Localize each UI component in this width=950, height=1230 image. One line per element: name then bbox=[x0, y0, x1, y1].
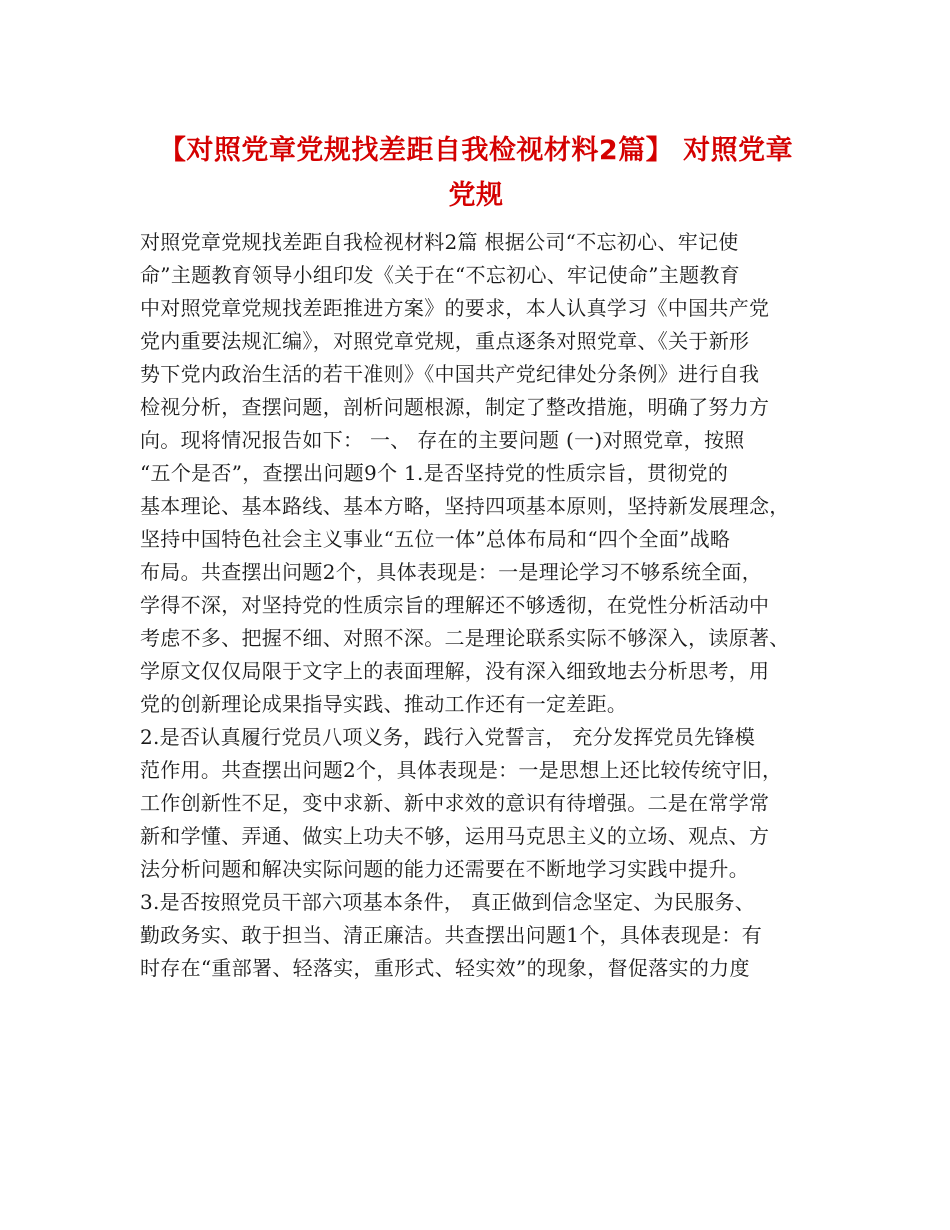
body-line: 中对照党章党规找差距推进方案》的要求，本人认真学习《中国共产党 bbox=[140, 296, 770, 320]
body-line: 学原文仅仅局限于文字上的表面理解，没有深入细致地去分析思考，用 bbox=[140, 659, 770, 683]
body-line: 考虑不多、把握不细、对照不深。二是理论联系实际不够深入，读原著、 bbox=[140, 626, 790, 650]
body-line: 党的创新理论成果指导实践、推动工作还有一定差距。 bbox=[140, 692, 628, 716]
body-line: 勤政务实、敢于担当、清正廉洁。共查摆出问题1个，具体表现是：有 bbox=[140, 923, 763, 947]
body-line: 法分析问题和解决实际问题的能力还需要在不断地学习实践中提升。 bbox=[140, 857, 749, 881]
document-body bbox=[140, 226, 812, 985]
body-line: 向。现将情况报告如下： 一、 存在的主要问题 (一)对照党章，按照 bbox=[140, 428, 745, 452]
body-line: 学得不深，对坚持党的性质宗旨的理解还不够透彻，在党性分析活动中 bbox=[140, 593, 770, 617]
title-line-2: 党规 bbox=[448, 180, 504, 211]
body-line: 坚持中国特色社会主义事业“五位一体”总体布局和“四个全面”战略 bbox=[140, 527, 731, 551]
body-line: 基本理论、基本路线、基本方略，坚持四项基本原则，坚持新发展理念， bbox=[140, 494, 790, 518]
body-line: 新和学懂、弄通、做实上功夫不够，运用马克思主义的立场、观点、方 bbox=[140, 824, 770, 848]
body-line: 命”主题教育领导小组印发《关于在“不忘初心、牢记使命”主题教育 bbox=[140, 263, 740, 287]
body-line: 势下党内政治生活的若干准则》《中国共产党纪律处分条例》进行自我 bbox=[140, 362, 760, 386]
body-line: “五个是否”，查摆出问题9个 1.是否坚持党的性质宗旨，贯彻党的 bbox=[140, 461, 729, 485]
body-line: 2.是否认真履行党员八项义务，践行入党誓言， 充分发挥党员先锋模 bbox=[140, 725, 756, 749]
body-line: 对照党章党规找差距自我检视材料2篇 根据公司“不忘初心、牢记使 bbox=[140, 230, 739, 254]
body-line: 3.是否按照党员干部六项基本条件， 真正做到信念坚定、为民服务、 bbox=[140, 890, 756, 914]
body-line: 范作用。共查摆出问题2个，具体表现是：一是思想上还比较传统守旧， bbox=[140, 758, 783, 782]
body-line: 时存在“重部署、轻落实，重形式、轻实效”的现象，督促落实的力度 bbox=[140, 956, 750, 980]
body-line: 工作创新性不足，变中求新、新中求效的意识有待增强。二是在常学常 bbox=[140, 791, 770, 815]
body-line: 检视分析，查摆问题，剖析问题根源，制定了整改措施，明确了努力方 bbox=[140, 395, 770, 419]
document-title bbox=[140, 128, 812, 218]
title-line-1: 【对照党章党规找差距自我检视材料2篇】 对照党章 bbox=[158, 135, 794, 166]
body-line: 党内重要法规汇编》，对照党章党规，重点逐条对照党章、《关于新形 bbox=[140, 329, 750, 353]
body-line: 布局。共查摆出问题2个，具体表现是：一是理论学习不够系统全面， bbox=[140, 560, 763, 584]
